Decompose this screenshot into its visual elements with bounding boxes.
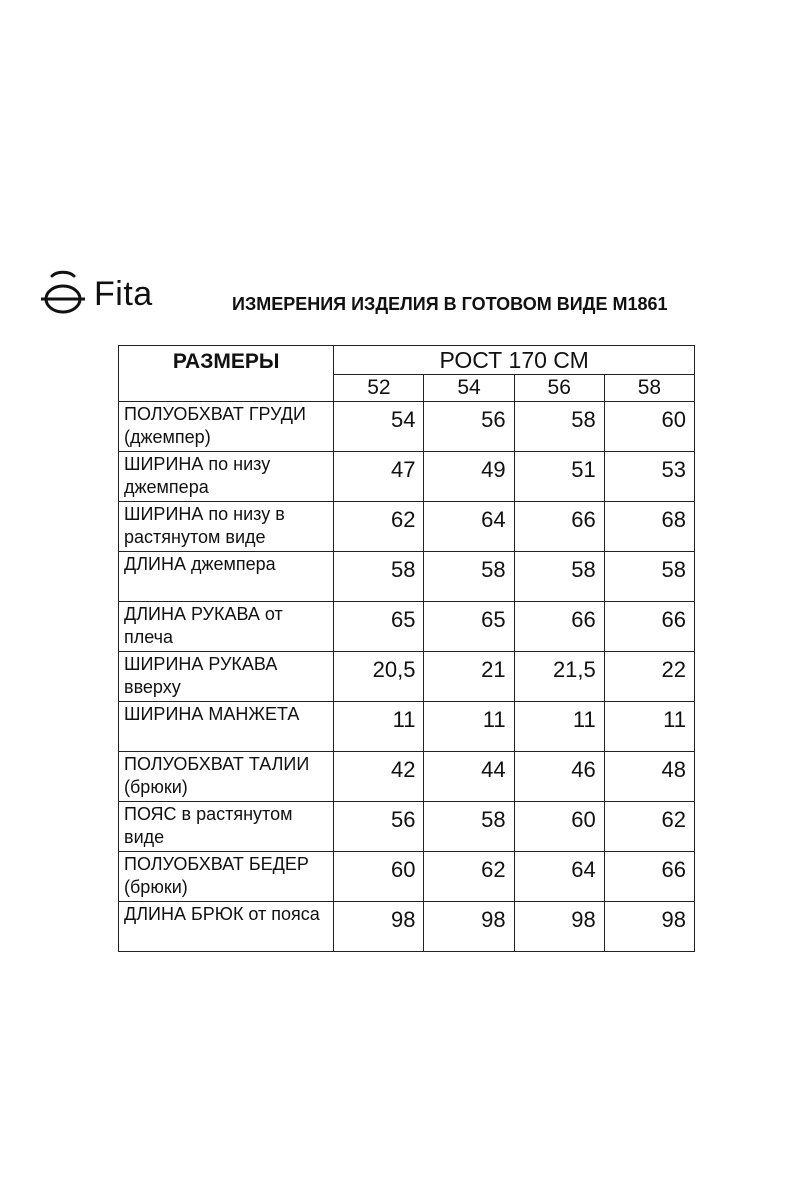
height-header: РОСТ 170 СМ xyxy=(334,346,695,375)
measurement-value: 49 xyxy=(424,452,514,502)
measurement-value: 11 xyxy=(514,702,604,752)
measurement-value: 51 xyxy=(514,452,604,502)
table-row xyxy=(119,602,695,652)
measurement-value: 62 xyxy=(604,802,694,852)
measurement-value: 47 xyxy=(334,452,424,502)
measurement-label: ДЛИНА БРЮК от пояса xyxy=(119,902,334,952)
size-header-54: 54 xyxy=(424,375,514,402)
measurement-value: 60 xyxy=(604,402,694,452)
size-header-56: 56 xyxy=(514,375,604,402)
measurement-label: ПОЛУОБХВАТ ТАЛИИ (брюки) xyxy=(119,752,334,802)
measurement-value: 68 xyxy=(604,502,694,552)
table-row xyxy=(119,802,695,852)
measurement-value: 62 xyxy=(424,852,514,902)
measurement-value: 66 xyxy=(604,852,694,902)
measurement-value: 53 xyxy=(604,452,694,502)
size-header-52: 52 xyxy=(334,375,424,402)
table-row xyxy=(119,902,695,952)
measurement-value: 98 xyxy=(424,902,514,952)
measurement-value: 54 xyxy=(334,402,424,452)
measurement-label: ШИРИНА по низу в растянутом виде xyxy=(119,502,334,552)
table-row xyxy=(119,502,695,552)
measurement-value: 58 xyxy=(514,402,604,452)
measurement-value: 98 xyxy=(604,902,694,952)
measurement-value: 48 xyxy=(604,752,694,802)
measurement-value: 64 xyxy=(424,502,514,552)
measurement-label: ПОЛУОБХВАТ ГРУДИ (джемпер) xyxy=(119,402,334,452)
measurement-label: ПОЛУОБХВАТ БЕДЕР (брюки) xyxy=(119,852,334,902)
measurement-label: ШИРИНА по низу джемпера xyxy=(119,452,334,502)
fita-logo-icon xyxy=(40,270,86,318)
measurement-value: 65 xyxy=(334,602,424,652)
measurement-value: 66 xyxy=(514,502,604,552)
table-row xyxy=(119,852,695,902)
measurement-value: 56 xyxy=(424,402,514,452)
table-row xyxy=(119,552,695,602)
measurement-value: 65 xyxy=(424,602,514,652)
size-header-58: 58 xyxy=(604,375,694,402)
table-row xyxy=(119,652,695,702)
measurement-label: ШИРИНА МАНЖЕТА xyxy=(119,702,334,752)
measurement-value: 98 xyxy=(334,902,424,952)
measurement-value: 56 xyxy=(334,802,424,852)
table-row xyxy=(119,702,695,752)
measurement-value: 21 xyxy=(424,652,514,702)
measurement-value: 46 xyxy=(514,752,604,802)
measurement-value: 60 xyxy=(514,802,604,852)
measurements-table xyxy=(118,345,695,952)
measurement-value: 44 xyxy=(424,752,514,802)
measurement-value: 58 xyxy=(424,552,514,602)
measurement-label: ШИРИНА РУКАВА вверху xyxy=(119,652,334,702)
measurement-value: 60 xyxy=(334,852,424,902)
measurement-value: 11 xyxy=(604,702,694,752)
brand-logo xyxy=(40,270,153,318)
measurement-value: 66 xyxy=(604,602,694,652)
measurement-value: 58 xyxy=(514,552,604,602)
measurement-value: 42 xyxy=(334,752,424,802)
measurement-value: 64 xyxy=(514,852,604,902)
header-row-1 xyxy=(119,346,695,375)
measurement-value: 58 xyxy=(334,552,424,602)
table-row xyxy=(119,402,695,452)
measurement-label: ДЛИНА РУКАВА от плеча xyxy=(119,602,334,652)
measurement-value: 66 xyxy=(514,602,604,652)
measurement-label: ПОЯС в растянутом виде xyxy=(119,802,334,852)
measurement-value: 11 xyxy=(334,702,424,752)
brand-name: Fita xyxy=(94,274,153,313)
document-title: ИЗМЕРЕНИЯ ИЗДЕЛИЯ В ГОТОВОМ ВИДЕ М1861 xyxy=(232,294,668,314)
table-row xyxy=(119,452,695,502)
measurement-value: 58 xyxy=(604,552,694,602)
measurement-value: 20,5 xyxy=(334,652,424,702)
measurement-value: 22 xyxy=(604,652,694,702)
measurement-value: 11 xyxy=(424,702,514,752)
measurement-value: 58 xyxy=(424,802,514,852)
table-row xyxy=(119,752,695,802)
measurement-value: 98 xyxy=(514,902,604,952)
measurement-value: 62 xyxy=(334,502,424,552)
sizes-header: РАЗМЕРЫ xyxy=(119,346,334,402)
measurement-value: 21,5 xyxy=(514,652,604,702)
measurement-label: ДЛИНА джемпера xyxy=(119,552,334,602)
